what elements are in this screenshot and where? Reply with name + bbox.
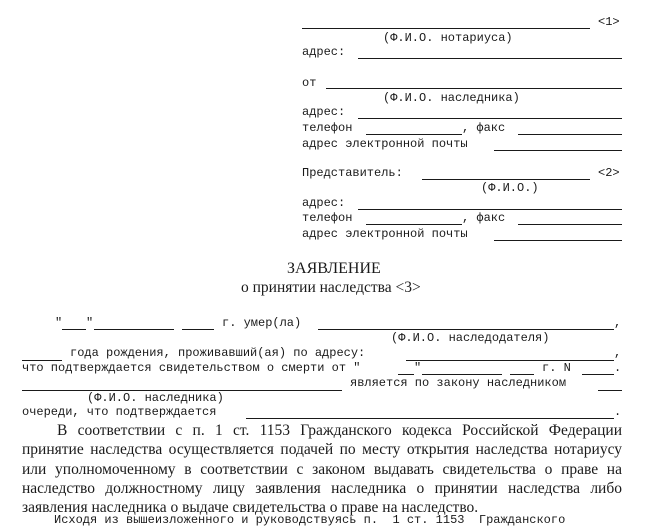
heir-fullname-caption: (Ф.И.О. наследника) — [87, 391, 224, 405]
rep-email-line[interactable] — [494, 240, 622, 241]
cert-number-line[interactable] — [582, 374, 614, 375]
date-quote-open: " — [55, 316, 63, 330]
footnote-marker-2: <2> — [598, 166, 620, 180]
notary-address-label: адрес: — [302, 45, 346, 59]
document-title: ЗАЯВЛЕНИЕ — [287, 260, 381, 277]
heir-phone-line[interactable] — [366, 134, 462, 135]
death-year-line[interactable] — [182, 329, 214, 330]
body-paragraph — [22, 421, 622, 517]
death-month-line[interactable] — [94, 329, 174, 330]
birth-text: года рождения, проживавший(ая) по адресу: — [70, 346, 366, 360]
period: . — [614, 405, 622, 419]
heir-order-line[interactable] — [598, 390, 622, 391]
rep-email-label: адрес электронной почты — [302, 227, 468, 241]
notary-address-line[interactable] — [358, 58, 622, 59]
heir-name-line[interactable] — [326, 88, 622, 89]
rep-address-line[interactable] — [358, 209, 622, 210]
cert-month-line[interactable] — [422, 374, 502, 375]
representative-name-line[interactable] — [422, 179, 590, 180]
footnote-marker-1: <1> — [598, 15, 620, 29]
decedent-caption: (Ф.И.О. наследодателя) — [391, 331, 550, 345]
death-day-line[interactable] — [62, 329, 86, 330]
order-text: очереди, что подтверждается — [22, 405, 217, 419]
year-died-text: г. умер(ла) — [222, 316, 302, 330]
heir-phone-label: телефон — [302, 121, 353, 135]
is-heir-text: является по закону наследником — [350, 376, 567, 390]
paragraph-line-4: наследство должностному лицу заявления наследника о принятии наследства либо — [22, 479, 622, 497]
heir-email-label: адрес электронной почты — [302, 137, 468, 151]
rep-fax-line[interactable] — [518, 224, 622, 225]
representative-caption: (Ф.И.О.) — [481, 181, 539, 195]
representative-label: Представитель: — [302, 166, 403, 180]
paragraph-line-2: принятие наследства осуществляется подачей по месту открытия наследства нотариусу — [22, 441, 622, 459]
rep-phone-label: телефон — [302, 211, 353, 225]
notary-name-line[interactable] — [302, 28, 590, 29]
paragraph-line-3: или уполномоченному в соответствии с законом выдавать свидетельства о праве на — [22, 460, 622, 478]
rep-address-label: адрес: — [302, 196, 346, 210]
notary-caption: (Ф.И.О. нотариуса) — [383, 31, 513, 45]
cert-quote-close: " — [414, 361, 422, 375]
heir-fax-line[interactable] — [518, 134, 622, 135]
heir-caption: (Ф.И.О. наследника) — [383, 91, 520, 105]
paragraph-2-start: Исходя из вышеизложенного и руководствуясь п. 1 ст. 1153 Гражданского — [54, 513, 566, 527]
paragraph-line-5: заявления наследника о выдаче свидетельства о праве на наследство. — [22, 499, 479, 517]
paragraph-line-1: В соответствии с п. 1 ст. 1153 Гражданского кодекса Российской Федерации — [57, 422, 622, 439]
comma: , — [614, 316, 622, 330]
period: . — [614, 361, 622, 375]
comma: , — [614, 346, 622, 360]
cert-number-text: г. N — [542, 361, 571, 375]
cert-day-line[interactable] — [398, 374, 414, 375]
rep-phone-line[interactable] — [366, 224, 462, 225]
heir-email-line[interactable] — [494, 150, 622, 151]
decedent-name-line[interactable] — [318, 329, 614, 330]
confirmation-line[interactable] — [246, 418, 614, 419]
document-subtitle: о принятии наследства <3> — [241, 279, 421, 296]
decedent-address-line[interactable] — [406, 360, 614, 361]
cert-year-line[interactable] — [510, 374, 534, 375]
date-quote-close: " — [86, 316, 94, 330]
heir-fax-label: , факс — [462, 121, 506, 135]
certificate-text: что подтверждается свидетельством о смерти от " — [22, 361, 361, 375]
heir-address-label: адрес: — [302, 105, 346, 119]
rep-fax-label: , факс — [462, 211, 506, 225]
from-label: от — [302, 76, 317, 90]
heir-address-line[interactable] — [358, 118, 622, 119]
